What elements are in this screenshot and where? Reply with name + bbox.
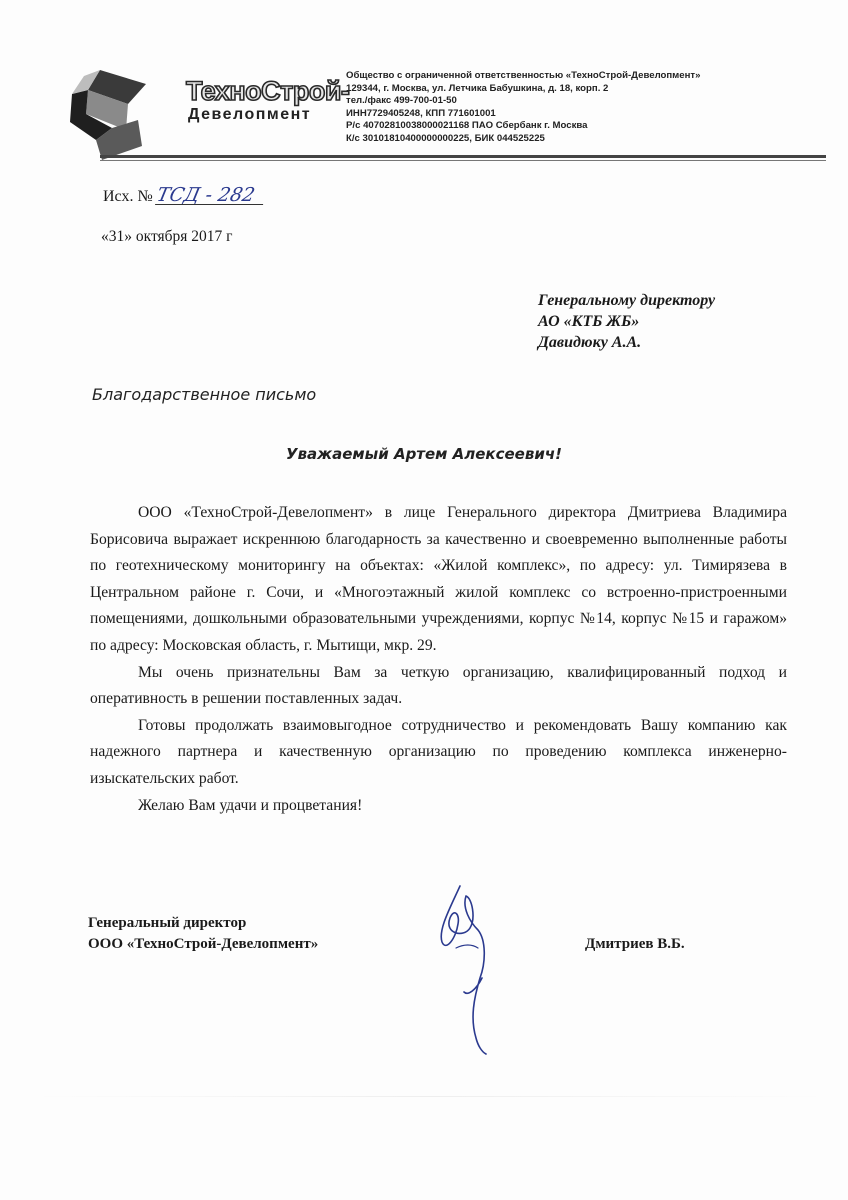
signatory-name: Дмитриев В.Б. bbox=[585, 936, 685, 952]
company-logo-icon bbox=[66, 70, 146, 160]
company-address: 129344, г. Москва, ул. Летчика Бабушкина, д. 18, корп. 2 bbox=[346, 82, 609, 94]
body-paragraph-3: Готовы продолжать взаимовыгодное сотрудничество и рекомендовать Вашу компанию как надежного партнера и качественную организацию по проведению комплекса инженерно-изыскательских работ. bbox=[90, 716, 787, 787]
handwritten-signature-icon bbox=[420, 878, 515, 1058]
logo-name: ТехноСтрой- bbox=[186, 76, 350, 106]
addressee-name: Давидюку А.А. bbox=[538, 334, 642, 351]
letterhead-divider bbox=[100, 155, 826, 158]
outgoing-number-handwritten: ТСД - 282 bbox=[155, 186, 267, 205]
letterhead-divider-thin bbox=[100, 160, 826, 161]
company-details bbox=[346, 70, 786, 145]
addressee-company: АО «КТБ ЖБ» bbox=[538, 313, 640, 330]
addressee-block bbox=[538, 290, 715, 353]
company-account: Р/с 40702810038000021168 ПАО Сбербанк г. Москва bbox=[346, 120, 588, 131]
company-logo-text bbox=[186, 76, 350, 124]
signatory-position: Генеральный директор bbox=[88, 915, 247, 931]
body-paragraph-4: Желаю Вам удачи и процветания! bbox=[138, 796, 363, 814]
scan-artifact bbox=[30, 1096, 830, 1097]
letter-date: «31» октября 2017 г bbox=[101, 228, 233, 245]
salutation: Уважаемый Артем Алексеевич! bbox=[286, 445, 562, 463]
signatory-title bbox=[88, 913, 318, 955]
company-inn-kpp: ИНН7729405248, КПП 771601001 bbox=[346, 107, 496, 119]
signatory-company: ООО «ТехноСтрой-Девелопмент» bbox=[88, 936, 319, 952]
letter-body bbox=[90, 500, 787, 819]
company-phone: тел./факс 499-700-01-50 bbox=[346, 95, 457, 106]
body-paragraph-1: ООО «ТехноСтрой-Девелопмент» в лице Генерального директора Дмитриева Владимира Борисовича выражает искреннюю благодарность за качественно и своевременно выполненные работы по геотехническому мониторингу на объектах: «Жилой комплекс», по адресу: ул. Тимирязева в Центральном районе г. Сочи, и «Многоэтажный жилой комплекс со встроенно-пристроенными помещениями, дошкольными образовательными учреждениями, корпус №14, корпус №15 и гаражом» по адресу: Московская область, г. Мытищи, мкр. 29. bbox=[90, 504, 787, 654]
letter-subject: Благодарственное письмо bbox=[92, 385, 317, 404]
outgoing-label: Исх. № bbox=[103, 188, 153, 205]
body-paragraph-2: Мы очень признательны Вам за четкую организацию, квалифицированный подход и оперативность в решении поставленных задач. bbox=[90, 663, 787, 708]
addressee-position: Генеральному директору bbox=[538, 292, 716, 309]
logo-subtitle: Девелопмент bbox=[188, 106, 312, 123]
company-corr-account: К/с 30101810400000000225, БИК 044525225 bbox=[346, 132, 545, 144]
outgoing-number bbox=[103, 186, 265, 206]
company-full-name: Общество с ограниченной ответственностью «ТехноСтрой-Девелопмент» bbox=[346, 70, 701, 81]
